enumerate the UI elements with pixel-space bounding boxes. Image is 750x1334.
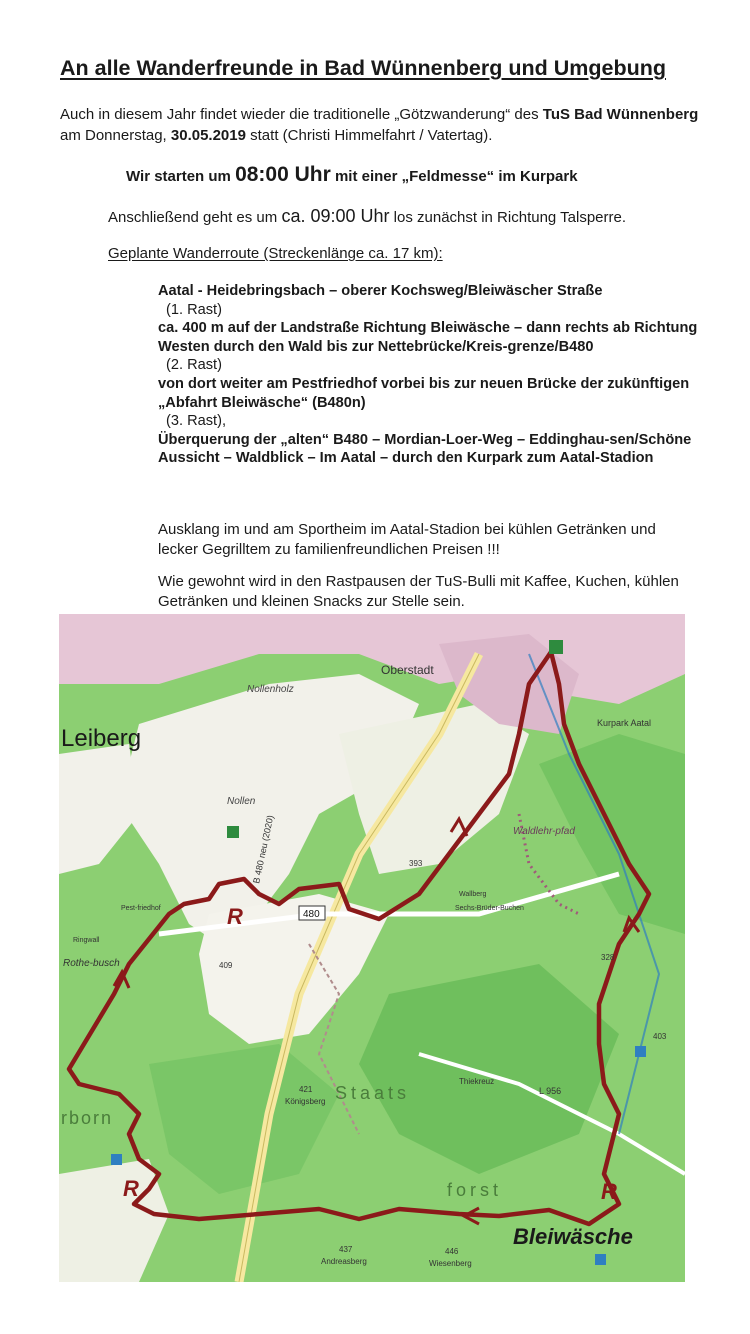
label-wallberg: Wallberg <box>459 891 487 898</box>
label-staats: Staats <box>335 1083 411 1103</box>
intro-text-3: statt (Christi Himmelfahrt / Vatertag). <box>245 127 493 144</box>
label-height-403: 403 <box>653 1032 667 1041</box>
parking-sign-bleiwaesche <box>595 1254 606 1265</box>
route-description <box>158 282 698 468</box>
event-date: 30.05.2019 <box>170 127 246 144</box>
departure-post: los zunächst in Richtung Talsperre. <box>389 209 627 226</box>
label-thiekreuz: Thiekreuz <box>459 1077 495 1086</box>
rest-stop-3: (3. Rast), <box>166 413 227 430</box>
label-waldlehrpfad: Waldlehr-pfad <box>513 826 575 837</box>
label-andreasberg: Andreasberg <box>321 1257 367 1266</box>
parking-sign-west <box>111 1154 122 1165</box>
start-time: 08:00 Uhr <box>235 163 331 186</box>
label-height-446: 446 <box>445 1247 459 1256</box>
label-leiberg: Leiberg <box>61 725 142 752</box>
label-sechs-brueder-buchen: Sechs-Brüder-Buchen <box>455 905 524 912</box>
intro-text-1: Auch in diesem Jahr findet wieder die traditionelle „Götzwanderung“ des <box>60 106 543 123</box>
page-title: An alle Wanderfreunde in Bad Wünnenberg und Umgebung <box>60 56 666 80</box>
label-kurpark: Kurpark Aatal <box>597 718 652 728</box>
intro-text-2: am Donnerstag, <box>60 127 171 144</box>
label-rothebusch: Rothe-busch <box>63 958 120 969</box>
label-b480-new: B 480 neu (2020) <box>251 814 276 885</box>
start-pre: Wir starten um <box>126 168 236 185</box>
rest-stop-2: (2. Rast) <box>166 357 222 374</box>
map-canvas <box>59 614 685 1282</box>
rest-marker-3: R <box>601 1179 617 1204</box>
departure-line <box>108 206 708 227</box>
rest-stop-1: (1. Rast) <box>166 301 222 318</box>
label-wiesenberg: Wiesenberg <box>429 1259 472 1268</box>
label-koenigsberg: Königsberg <box>285 1097 326 1106</box>
label-forst: forst <box>447 1180 503 1200</box>
label-pestfriedhof: Pest-friedhof <box>121 905 161 912</box>
route-heading: Geplante Wanderroute (Streckenlänge ca. 17 km): <box>108 245 443 262</box>
label-l956: L 956 <box>539 1086 562 1096</box>
departure-time: ca. 09:00 Uhr <box>281 206 390 226</box>
departure-pre: Anschließend geht es um <box>108 209 282 226</box>
label-ringwall: Ringwall <box>73 937 100 944</box>
closing-paragraph: Ausklang im und am Sportheim im Aatal-Stadion bei kühlen Getränken und lecker Gegrilltem zu familienfreundlichen Preisen !!! <box>158 521 656 558</box>
label-nollen: Nollen <box>227 796 256 807</box>
label-bleiwaesche: Bleiwäsche <box>513 1224 633 1249</box>
route-map <box>59 614 685 1282</box>
map-start-marker <box>549 640 563 654</box>
label-oberstadt: Oberstadt <box>381 663 434 677</box>
label-born: rborn <box>61 1108 114 1128</box>
route-segment-3: von dort weiter am Pestfriedhof vorbei bis zur neuen Brücke der zukünftigen „Abfahrt Bleiwäsche“ (B480n) <box>158 375 690 411</box>
parking-sign-east <box>635 1046 646 1057</box>
label-height-437: 437 <box>339 1245 353 1254</box>
label-nollenholz: Nollenholz <box>247 684 294 695</box>
start-line <box>126 163 706 187</box>
label-height-421: 421 <box>299 1085 313 1094</box>
label-height-328: 328 <box>601 953 615 962</box>
start-post: mit einer „Feldmesse“ im Kurpark <box>330 168 578 185</box>
route-segment-4: Überquerung der „alten“ B480 – Mordian-Loer-Weg – Eddinghau-sen/Schöne Aussicht – Waldblick – Im Aatal – durch den Kurpark zum Aatal-Stadion <box>158 431 692 467</box>
intro-paragraph <box>60 104 700 146</box>
label-height-393: 393 <box>409 859 423 868</box>
map-shelter-marker <box>227 826 239 838</box>
label-road-480: 480 <box>303 909 320 920</box>
catering-paragraph: Wie gewohnt wird in den Rastpausen der TuS-Bulli mit Kaffee, Kuchen, kühlen Getränken und kleinen Snacks zur Stelle sein. <box>158 573 679 610</box>
rest-marker-2: R <box>123 1176 139 1201</box>
route-segment-1: Aatal - Heidebringsbach – oberer Kochsweg/Bleiwäscher Straße <box>158 283 603 299</box>
label-height-409: 409 <box>219 961 233 970</box>
route-segment-2: ca. 400 m auf der Landstraße Richtung Bleiwäsche – dann rechts ab Richtung Westen durch den Wald bis zur Nettebrücke/Kreis-grenze/B480 <box>158 320 698 355</box>
rest-marker-1: R <box>227 904 243 929</box>
club-name: TuS Bad Wünnenberg <box>542 106 699 123</box>
